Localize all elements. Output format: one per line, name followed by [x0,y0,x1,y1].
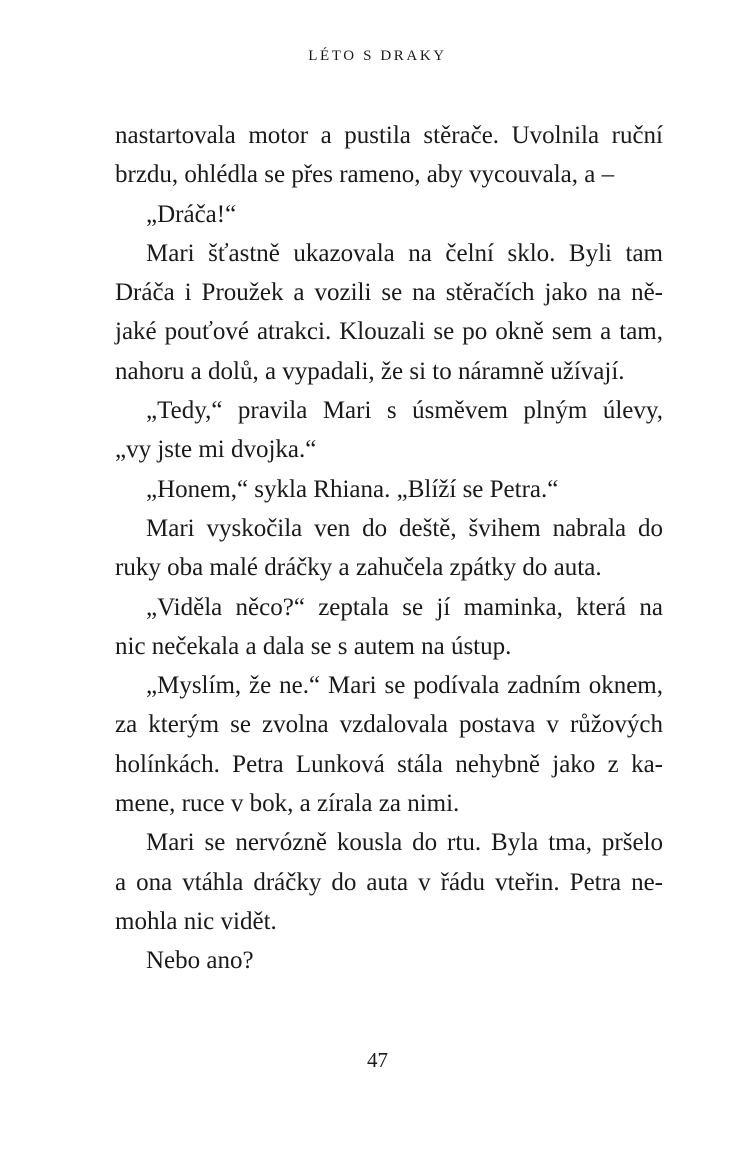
text-line: „Myslím, že ne.“ Mari se podívala zadním oknem, [146,672,663,700]
body-text [115,116,663,981]
running-head-title: LÉTO S DRAKY [308,48,447,64]
text-line: Nebo ano? [146,947,254,975]
text-line: mohla nic vidět. [115,907,277,935]
text-line: jaké pouťové atrakci. Klouzali se po okně sem a tam, [115,318,663,346]
text-line: „Dráča!“ [146,200,237,228]
text-line: Dráča i Proužek a vozili se na stěračích jako na ně- [115,279,663,307]
text-line: ruky oba malé dráčky a zahučela zpátky do auta. [115,554,602,582]
text-line: za kterým se zvolna vzdalovala postava v růžových [115,711,663,739]
text-line: Mari šťastně ukazovala na čelní sklo. Byli tam [146,239,663,267]
text-line: nic nečekala a dala se s autem na ústup. [115,632,512,660]
text-line: „Tedy,“ pravila Mari s úsměvem plným úlevy, [146,397,663,425]
text-line: holínkách. Petra Lunková stála nehybně jako z ka- [115,750,663,778]
text-line: Mari se nervózně kousla do rtu. Byla tma, pršelo [146,829,663,857]
text-line: Mari vyskočila ven do deště, švihem nabrala do [146,514,663,542]
text-line: „Honem,“ sykla Rhiana. „Blíží se Petra.“ [146,475,559,503]
text-line: mene, ruce v bok, a zírala za nimi. [115,790,460,818]
text-line: nastartovala motor a pustila stěrače. Uvolnila ruční [115,122,663,149]
text-line: nahoru a dolů, a vypadali, že si to náramně užívají. [115,357,625,385]
page-number: 47 [367,1048,388,1072]
text-line: „vy jste mi dvojka.“ [115,436,317,464]
text-line: brzdu, ohlédla se přes rameno, aby vycouvala, a – [115,161,615,189]
text-line: „Viděla něco?“ zeptala se jí maminka, která na [146,593,663,621]
text-line: a ona vtáhla dráčky do auta v řádu vteřin. Petra ne- [115,868,663,896]
